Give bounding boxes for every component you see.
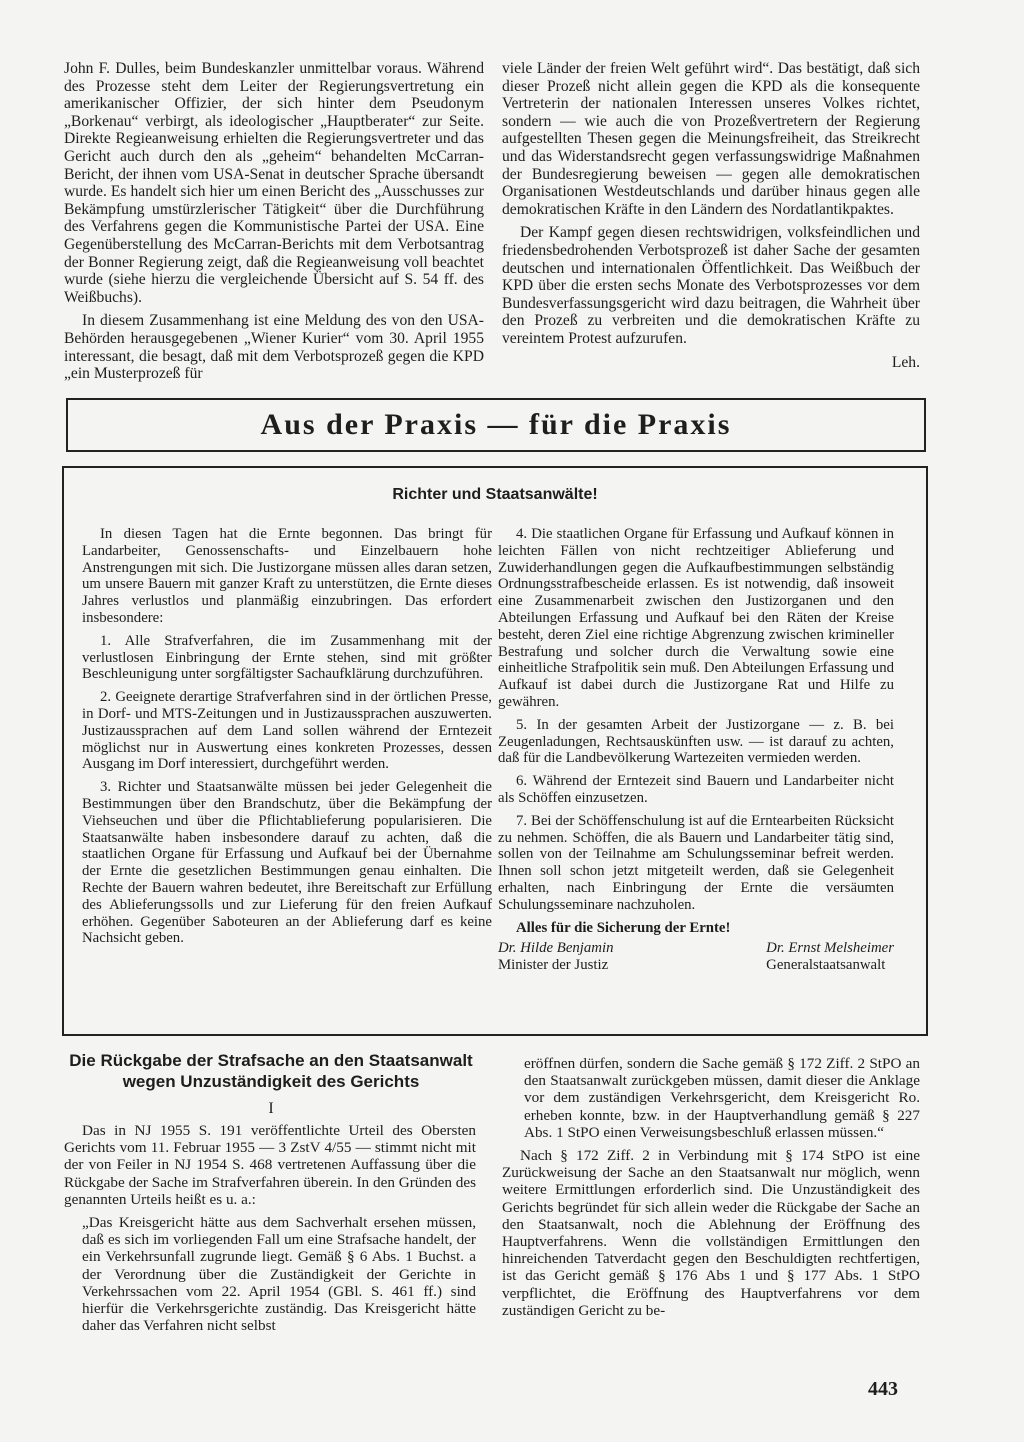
section-banner-title: Aus der Praxis — für die Praxis bbox=[260, 408, 732, 441]
article-right-column bbox=[502, 1055, 920, 1325]
article-title: Die Rückgabe der Strafsache an den Staatsanwalt wegen Unzuständigkeit des Gerichts bbox=[69, 1051, 473, 1091]
top-left-column bbox=[64, 60, 484, 389]
top-right-column bbox=[502, 60, 920, 377]
signer-role: Minister der Justiz bbox=[498, 957, 609, 974]
paragraph: Das in NJ 1955 S. 191 veröffentlichte Urteil des Obersten Gerichts vom 11. Februar 1955 — 3 ZstV 4/55 — stimmt nicht mit der von Feiler in NJ 1954 S. 468 vertretenen Auffassung über die Rückgabe der Sache im Strafverfahren überein. In den Gründen des genannten Urteils heißt es u. a.: bbox=[64, 1122, 476, 1208]
paragraph: viele Länder der freien Welt geführt wird“. Das bestätigt, daß sich dieser Prozeß nicht allein gegen die KPD als die konsequente Vertreterin der nationalen Interessen unseres Volkes richtet, sondern — wie auch die von Prozeßvertretern der Regierung aufgestellten Thesen gegen die Meinungsfreiheit, das Streikrecht und das Widerstandsrecht gegen verfassungswidrige Maßnahmen der Bundesregierung beweisen — gegen alle demokratischen Organisationen Westdeutschlands und darüber hinaus gegen alle demokratischen Kräfte in den Ländern des Nordatlantikpaktes. bbox=[502, 60, 920, 218]
paragraph: In diesem Zusammenhang ist eine Meldung des von den USA-Behörden herausgegebenen „Wiener Kurier“ vom 30. April 1955 interessant, die besagt, daß mit dem Verbotsprozeß gegen die KPD „ein Musterprozeß für bbox=[64, 312, 484, 383]
paragraph: Nach § 172 Ziff. 2 in Verbindung mit § 174 StPO ist eine Zurückweisung der Sache an den Staatsanwalt nur möglich, wenn weitere Ermittlungen erforderlich sind. Die Unzuständigkeit des Gerichts begründet für sich allein weder die Rückgabe der Sache an den Staatsanwalt, noch die Ablehnung der Eröffnung des Hauptverfahrens. Wenn die vollständigen Ermittlungen den hinreichenden Tatverdacht gegen den Beschuldigten rechtfertigen, ist das Gericht gemäß § 176 Abs 1 und § 177 Abs. 1 StPO verpflichtet, die Eröffnung des Hauptverfahrens vor dem zuständigen Gericht zu be- bbox=[502, 1147, 920, 1319]
page-number: 443 bbox=[868, 1378, 898, 1400]
quotation: eröffnen dürfen, sondern die Sache gemäß § 172 Ziff. 2 StPO an den Staatsanwalt zurückgeben müssen, damit dieser die Anklage vor dem zuständigen Verkehrsgericht, dem Kreisgericht Ro. erheben konnte, bzw. in der Hauptverhandlung gemäß § 227 Abs. 1 StPO einen Verweisungsbeschluß erlassen müssen.“ bbox=[524, 1055, 920, 1141]
paragraph: 4. Die staatlichen Organe für Erfassung und Aufkauf können in leichten Fällen von nicht rechtzeitiger Ablieferung und Zuwiderhandlungen gegen die Aufkaufbestimmungen selbständig Ordnungsstrafbescheide erlassen. Es ist notwendig, daß insoweit eine Zusammenarbeit zwischen den Justizorganen und den Abteilungen Erfassung und Aufkauf bei den Räten der Kreise besteht, deren Ziel eine richtige Abgrenzung zwischen krimineller Bestrafung und solcher durch die Verwaltung sowie eine einheitliche Strafpolitik sein muß. Den Abteilungen Erfassung und Aufkauf ist dabei durch die Justizorgane Rat und Hilfe zu gewähren. bbox=[498, 526, 894, 710]
signers bbox=[498, 940, 894, 974]
paragraph: In diesen Tagen hat die Ernte begonnen. Das bringt für Landarbeiter, Genossenschafts- und Einzelbauern hohe Anstrengungen mit sich. Die Justizorgane müssen alles daran setzen, um unsere Bauern mit ganzer Kraft zu unterstützen, die Ernte dieses Jahres verlustlos und planmäßig einzubringen. Das erfordert insbesondere: bbox=[82, 526, 492, 626]
signer-name: Dr. Hilde Benjamin bbox=[498, 940, 614, 957]
signer bbox=[766, 940, 894, 974]
section-banner bbox=[66, 398, 926, 452]
article-section-numeral: I bbox=[268, 1100, 274, 1117]
appeal-box bbox=[62, 466, 928, 1036]
appeal-right-column bbox=[498, 526, 894, 974]
paragraph: Der Kampf gegen diesen rechtswidrigen, volksfeindlichen und friedensbedrohenden Verbotsprozeß ist daher Sache der gesamten deutschen und internationalen Öffentlichkeit. Das Weißbuch der KPD über die ersten sechs Monate des Verbotsprozesses vor dem Bundesverfassungsgericht wird dazu beitragen, die Wahrheit über den Prozeß zu verbreiten und die demokratischen Kräfte zu vereintem Protest aufzurufen. bbox=[502, 224, 920, 347]
article-left-column bbox=[64, 1122, 476, 1340]
paragraph: 5. In der gesamten Arbeit der Justizorgane — z. B. bei Zeugenladungen, Rechtsauskünften usw. — ist darauf zu achten, daß für die Landbevölkerung Wartezeiten vermieden werden. bbox=[498, 716, 894, 767]
signer-role: Generalstaatsanwalt bbox=[766, 957, 886, 974]
paragraph: John F. Dulles, beim Bundeskanzler unmittelbar voraus. Während des Prozesse steht dem Leiter der Regierungsvertretung ein amerikanischer Offizier, der sich hinter dem Pseudonym „Borkenau“ verbirgt, als ideologischer „Hauptberater“ zur Seite. Direkte Regieanweisung erhielten die Regierungsvertreter und das Gericht auch durch den als „geheim“ behandelten McCarran-Bericht, der ihnen vom USA-Senat in deutscher Sprache übersandt wurde. Es handelt sich hier um einen Bericht des „Ausschusses zur Bekämpfung umstürzlerischer Tätigkeit“ über die Durchführung des Verfahrens gegen die Kommunistische Partei der USA. Eine Gegenüberstellung des McCarran-Berichts mit dem Verbotsantrag der Bonner Regierung zeigt, daß die Regieanweisung voll beachtet wurde (siehe hierzu die vergleichende Übersicht auf S. 54 ff. des Weißbuchs). bbox=[64, 60, 484, 306]
signer bbox=[498, 940, 614, 974]
paragraph: 3. Richter und Staatsanwälte müssen bei jeder Gelegenheit die Bestimmungen über den Brandschutz, über die Bekämpfung der Viehseuchen und über die Pflichtablieferung popularisieren. Die Staatsanwälte haben insbesondere darauf zu achten, daß die staatlichen Organe für Erfassung und Aufkauf bei der Übernahme der Ernte die gesetzlichen Bestimmungen genau einhalten. Die Rechte der Bauern wahren bedeutet, ihre Bereitschaft zur Erfüllung des Ablieferungssolls und zur Lieferung für den freien Aufkauf erhöhen. Gegenüber Saboteuren an der Ablieferung darf es keine Nachsicht geben. bbox=[82, 779, 492, 947]
paragraph: 7. Bei der Schöffenschulung ist auf die Erntearbeiten Rücksicht zu nehmen. Schöffen, die als Bauern und Landarbeiter tätig sind, sollen von der Teilnahme am Schulungsseminar befreit werden. Ihnen soll schon jetzt mitgeteilt werden, daß sie Gelegenheit erhalten, nach Einbringung der Ernte die versäumten Schulungsseminare nachzuholen. bbox=[498, 812, 894, 913]
signer-name: Dr. Ernst Melsheimer bbox=[766, 940, 894, 957]
appeal-slogan: Alles für die Sicherung der Ernte! bbox=[516, 919, 731, 936]
author-signature: Leh. bbox=[891, 353, 920, 371]
paragraph: 2. Geeignete derartige Strafverfahren sind in der örtlichen Presse, in Dorf- und MTS-Zeitungen und in Justizaussprachen auszuwerten. Justizaussprachen auf dem Land sollen während der Erntezeit möglichst nur in Auswertung eines konkreten Prozesses, dessen Ausgang im Dorf interessiert, durchgeführt werden. bbox=[82, 689, 492, 773]
quotation: „Das Kreisgericht hätte aus dem Sachverhalt ersehen müssen, daß es sich im vorliegenden Fall um eine Strafsache handelt, der ein Verkehrsunfall zugrunde liegt. Gemäß § 6 Abs. 1 Buchst. a der Verordnung über die Zuständigkeit der Gerichte in Verkehrssachen vom 22. April 1954 (GBl. S. 461 ff.) sind hierfür die Verkehrsgerichte zuständig. Das Kreisgericht hätte daher das Verfahren nicht selbst bbox=[82, 1214, 476, 1335]
appeal-title: Richter und Staatsanwälte! bbox=[392, 486, 598, 503]
paragraph: 6. Während der Erntezeit sind Bauern und Landarbeiter nicht als Schöffen einzusetzen. bbox=[498, 773, 894, 806]
paragraph: 1. Alle Strafverfahren, die im Zusammenhang mit der verlustlosen Einbringung der Ernte stehen, sind mit größter Beschleunigung unter sorgfältigster Sachaufklärung durchzuführen. bbox=[82, 632, 492, 683]
appeal-left-column bbox=[82, 526, 492, 953]
